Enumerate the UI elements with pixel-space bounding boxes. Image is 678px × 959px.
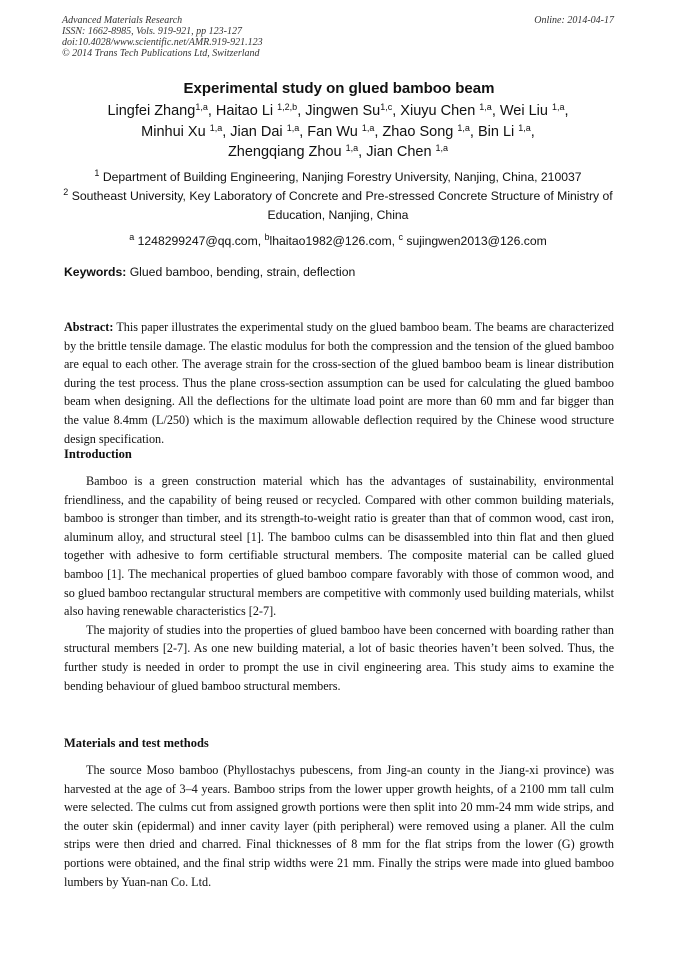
doi-line: doi:10.4028/www.scientific.net/AMR.919-921.123: [62, 37, 263, 48]
email-a: 1248299247@qq.com,: [137, 234, 265, 248]
materials-body: [64, 761, 614, 891]
keywords-label: Keywords:: [64, 265, 127, 279]
online-date: Online: 2014-04-17: [534, 15, 614, 26]
author: Jian Dai $^{1,a}$,: [230, 122, 308, 140]
affiliation-2: $^2$ Southeast University, Key Laboratory of Concrete and Pre-stressed Concrete Structure of Ministry of Education, Nanjing, China: [63, 187, 613, 222]
paper-title: Experimental study on glued bamboo beam: [183, 80, 495, 97]
author: Minhui Xu $^{1,a}$,: [141, 122, 231, 140]
introduction-body: [64, 472, 614, 695]
email-list: $^a$ 1248299247@qq.com, $^b$lhaitao1982@126.com, $^c$ sujingwen2013@126.com: [129, 232, 547, 248]
paragraph: Bamboo is a green construction material which has the advantages of sustainability, environmental friendliness, and the capability of being reused or recycled. Compared with other common building materials, bamboo is stronger than timber, and its strength-to-weight ratio is greater than that of common wood, cast iron, aluminum alloy, and structural steel [1]. The bamboo culms can be disassembled into thin flat and then glued together with adhesive to form certifiable structural members. The composite material can be called glued bamboo [1]. The mechanical properties of glued bamboo compare favorably with those of common wood, and so glued bamboo rectangular structural members are competitive with commonly used building materials, whilst also having renewable characteristics [2-7].: [64, 474, 614, 619]
author: Bin Li $^{1,a}$,: [477, 122, 535, 140]
author: Lingfei Zhang$^{1,a}$,: [107, 102, 216, 119]
affiliation-1: $^1$ Department of Building Engineering, Nanjing Forestry University, Nanjing, China, 210037: [94, 168, 582, 184]
author-list: [60, 101, 616, 163]
abstract-label: Abstract:: [64, 320, 114, 334]
issn-line: ISSN: 1662-8985, Vols. 919-921, pp 123-127: [62, 26, 242, 37]
section-heading-introduction: Introduction: [64, 447, 132, 461]
abstract-text: This paper illustrates the experimental study on the glued bamboo beam. The beams are characterized by the brittle tensile damage. The elastic modulus for both the compression and the tension of the glued bamboo are equal to each other. The average strain for the cross-section of the glued bamboo beam is linear distribution during the test process. Thus the plane cross-section assumption can be used for calculating the glued bamboo beam when designing. All the deflections for the ultimate load point are more than 60 mm and far bigger than the value 8.4mm (L/250) which is the maximum allowable deflection required by the Chinese wood structure design specification.: [64, 320, 615, 446]
section-heading-materials: Materials and test methods: [64, 736, 209, 750]
author: Haitao Li $^{1,2,b}$,: [215, 102, 306, 119]
author: Jian Chen $^{1,a}$: [366, 143, 449, 160]
author: Zhengqiang Zhou $^{1,a}$,: [227, 143, 367, 160]
keywords: [64, 264, 614, 281]
email-c: sujingwen2013@126.com: [406, 234, 547, 248]
journal-header: [62, 15, 263, 59]
author: Zhao Song $^{1,a}$,: [382, 122, 478, 140]
paragraph: The majority of studies into the properties of glued bamboo have been concerned with boarding rather than structural members [2-7]. As one new building material, a lot of basic theories haven’t been solved. Thus, the further study is needed in order to prompt the use in civil engineering area. This study aims to examine the bending behaviour of glued bamboo structural members.: [64, 622, 614, 693]
author: Xiuyu Chen $^{1,a}$,: [400, 102, 500, 119]
paragraph: The source Moso bamboo (Phyllostachys pubescens, from Jing-an county in the Jiang-xi province) was harvested at the age of 3–4 years. Bamboo strips from the lower upper growth heights, of a 2100 mm tall culm were selected. The culms cut from assigned growth portions were then split into 20 mm-24 mm wide strips, and the outer skin (epidermal) and inner cavity layer (pith peripheral) were removed using a planer. All the culm strips were then dried and charred. Final thicknesses of 8 mm for the flat strips from the lower (G) growth portions were obtained, and the final strip widths were 21 mm. Finally the strips were made into glued bamboo lumbers by Yuan-nan Co. Ltd.: [64, 763, 614, 889]
keywords-text: Glued bamboo, bending, strain, deflection: [129, 265, 356, 279]
journal-name: Advanced Materials Research: [62, 15, 183, 26]
abstract: [64, 318, 614, 448]
author: Fan Wu $^{1,a}$,: [307, 122, 383, 140]
copyright-line: © 2014 Trans Tech Publications Ltd, Switzerland: [62, 48, 260, 59]
author: Wei Liu $^{1,a}$,: [499, 102, 569, 119]
email-b: lhaitao1982@126.com,: [269, 234, 399, 248]
author: Jingwen Su$^{1,c}$,: [305, 102, 401, 119]
